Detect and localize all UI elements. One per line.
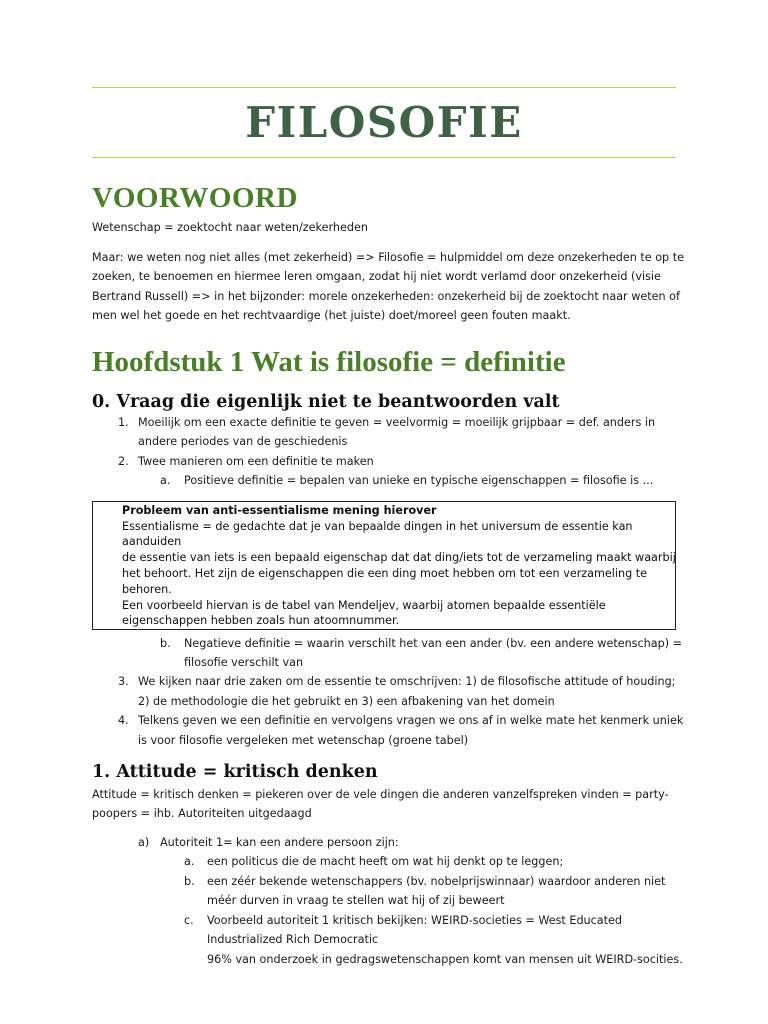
section-0-heading: 0. Vraag die eigenlijk niet te beantwoorden valt [92, 392, 560, 412]
voorwoord-para-line: men wel het goede en het rechtvaardige (het juiste) doet/moreel geen fouten maakt. [92, 309, 571, 322]
box-line: behoren. [122, 583, 172, 596]
list-letter: a) [138, 836, 150, 849]
list-item-line: een zéér bekende wetenschappers (bv. nobelprijswinnaar) waardoor anderen niet [207, 875, 666, 888]
list-item-line: 2) de methodologie die het gebruikt en 3) een afbakening van het domein [138, 695, 555, 708]
box-line: het behoort. Het zijn de eigenschappen die een ding moet hebben om tot een verzameling te [122, 567, 648, 580]
list-item-line: is voor filosofie vergeleken met wetenschap (groene tabel) [138, 734, 469, 747]
list-number: 2. [118, 455, 129, 468]
list-letter: a. [160, 474, 171, 487]
voorwoord-para-line: Bertrand Russell) => in het bijzonder: morele onzekerheden: onzekerheid bij de zoektocht naar weten of [92, 290, 680, 303]
top-rule [92, 87, 676, 88]
list-letter: b. [160, 637, 171, 650]
title-bottom-rule [92, 157, 676, 158]
list-item-line: filosofie verschilt van [184, 656, 304, 669]
box-line: Essentialisme = de gedachte dat je van bepaalde dingen in het universum de essentie kan [122, 520, 633, 533]
box-line: de essentie van iets is een bepaald eigenschap dat dat ding/iets tot de verzameling maakt waarbij [122, 551, 676, 564]
voorwoord-para-line: Maar: we weten nog niet alles (met zekerheid) => Filosofie = hulpmiddel om deze onzekerheden te op te [92, 251, 684, 264]
list-item-line: We kijken naar drie zaken om de essentie te omschrijven: 1) de filosofische attitude of houding; [138, 675, 676, 688]
list-letter: c. [184, 914, 194, 927]
list-item-line: Positieve definitie = bepalen van unieke en typische eigenschappen = filosofie is ... [184, 474, 654, 487]
list-item-line: een politicus die de macht heeft om wat hij denkt op te leggen; [207, 855, 564, 868]
list-number: 1. [118, 416, 129, 429]
box-line: Een voorbeeld hiervan is de tabel van Mendeljev, waarbij atomen bepaalde essentiële [122, 599, 606, 612]
list-item-line: Moeilijk om een exacte definitie te geven = veelvormig = moeilijk grijpbaar = def. anders in [138, 416, 656, 429]
voorwoord-line: Wetenschap = zoektocht naar weten/zekerheden [92, 221, 368, 234]
box-line: aanduiden [122, 535, 182, 548]
list-letter: a. [184, 855, 195, 868]
voorwoord-para-line: zoeken, te benoemen en hiermee leren omgaan, zodat hij niet wordt verlamd door onzekerheid (visie [92, 270, 661, 283]
section-1-para-line: Attitude = kritisch denken = piekeren over de vele dingen die anderen vanzelfspreken vinden = party- [92, 788, 669, 801]
box-line: eigenschappen hebben zoals hun atoomnummer. [122, 614, 400, 627]
list-letter: b. [184, 875, 195, 888]
chapter-heading: Hoofdstuk 1 Wat is filosofie = definitie [92, 346, 566, 378]
voorwoord-heading: VOORWOORD [92, 182, 298, 214]
list-item-line: andere periodes van de geschiedenis [138, 435, 348, 448]
list-item-line: Negatieve definitie = waarin verschilt het van een ander (bv. een andere wetenschap) = [184, 637, 683, 650]
list-number: 3. [118, 675, 129, 688]
list-number: 4. [118, 714, 129, 727]
list-item-line: Voorbeeld autoriteit 1 kritisch bekijken: WEIRD-societies = West Educated [207, 914, 623, 927]
section-1-para-line: poopers = ihb. Autoriteiten uitgedaagd [92, 807, 312, 820]
list-item-line: Industrialized Rich Democratic [207, 933, 379, 946]
list-item-line: Twee manieren om een definitie te maken [138, 455, 374, 468]
list-item-line: méér durven in vraag te stellen wat hij of zij beweert [207, 894, 505, 907]
document-title: FILOSOFIE [245, 98, 523, 147]
list-item-line: 96% van onderzoek in gedragswetenschappen komt van mensen uit WEIRD-socities. [207, 953, 683, 966]
section-1-heading: 1. Attitude = kritisch denken [92, 762, 378, 782]
box-title: Probleem van anti-essentialisme mening hierover [122, 504, 437, 517]
list-item-line: Autoriteit 1= kan een andere persoon zijn: [160, 836, 399, 849]
list-item-line: Telkens geven we een definitie en vervolgens vragen we ons af in welke mate het kenmerk uniek [138, 714, 684, 727]
